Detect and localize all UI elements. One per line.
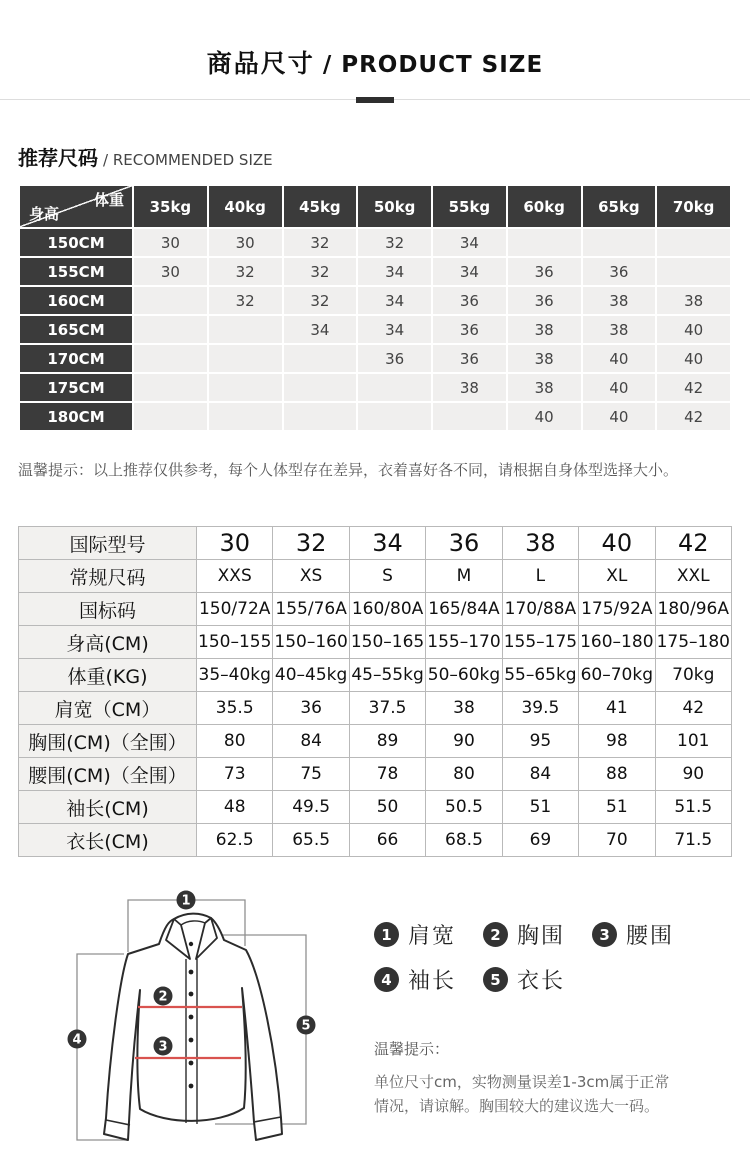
size-value-cell: 34	[358, 316, 431, 343]
legend-row	[374, 964, 701, 995]
size-value-cell: 36	[508, 258, 581, 285]
size-value-cell: 34	[433, 258, 506, 285]
weight-column-header: 45kg	[284, 186, 357, 227]
size-value-cell: 36	[433, 316, 506, 343]
height-row-header: 175CM	[20, 374, 132, 401]
size-detail-cell: S	[349, 560, 425, 593]
badge-length	[297, 1016, 316, 1035]
size-value-cell	[583, 229, 656, 256]
measurement-note	[374, 1037, 701, 1118]
size-detail-cell: 50	[349, 791, 425, 824]
measurement-note-line: 单位尺寸cm，实物测量误差1-3cm属于正常	[374, 1073, 670, 1091]
size-detail-table	[18, 526, 732, 857]
legend-item	[374, 964, 456, 995]
size-value-cell	[284, 345, 357, 372]
weight-column-header: 35kg	[134, 186, 207, 227]
size-detail-cell: 62.5	[197, 824, 273, 857]
size-table-row	[19, 692, 732, 725]
size-detail-cell: 73	[197, 758, 273, 791]
size-value-cell: 40	[508, 403, 581, 430]
size-detail-cell: 84	[273, 725, 349, 758]
size-value-cell: 36	[433, 345, 506, 372]
size-row-label: 胸围(CM)（全围）	[19, 725, 197, 758]
size-detail-cell: 39.5	[502, 692, 578, 725]
size-row-label: 袖长(CM)	[19, 791, 197, 824]
corner-weight-label: 体重	[93, 191, 124, 209]
size-value-cell: 40	[583, 403, 656, 430]
recommend-table-row	[20, 374, 730, 401]
badge-chest	[154, 987, 173, 1006]
size-value-cell: 32	[284, 229, 357, 256]
size-detail-cell: 160–180	[579, 626, 655, 659]
legend-badge-number: 1	[374, 922, 399, 947]
size-detail-cell: 50.5	[426, 791, 502, 824]
corner-height-label: 身高	[29, 205, 60, 223]
size-value-cell: 38	[583, 287, 656, 314]
size-value-cell: 42	[657, 403, 730, 430]
size-detail-cell: 90	[655, 758, 731, 791]
size-detail-cell: 80	[197, 725, 273, 758]
title-divider	[0, 96, 750, 104]
legend-item	[592, 919, 674, 950]
measurement-note-line: 情况，请谅解。胸围较大的建议选大一码。	[374, 1097, 660, 1115]
size-row-label: 衣长(CM)	[19, 824, 197, 857]
page-title-en: / PRODUCT SIZE	[322, 52, 544, 78]
size-value-cell: 38	[433, 374, 506, 401]
size-table-row	[19, 560, 732, 593]
size-detail-cell: 89	[349, 725, 425, 758]
size-row-label: 国际型号	[19, 527, 197, 560]
size-value-cell: 38	[508, 374, 581, 401]
size-detail-cell: XXS	[197, 560, 273, 593]
size-detail-cell: 38	[426, 692, 502, 725]
size-detail-cell: 36	[426, 527, 502, 560]
size-detail-cell: 175/92A	[579, 593, 655, 626]
size-detail-cell: 48	[197, 791, 273, 824]
table-header-row	[20, 186, 730, 227]
badge-sleeve	[68, 1030, 87, 1049]
legend-item-label: 胸围	[517, 924, 566, 949]
size-detail-cell: 38	[502, 527, 578, 560]
size-detail-cell: 42	[655, 527, 731, 560]
size-detail-cell: L	[502, 560, 578, 593]
size-value-cell: 32	[209, 258, 282, 285]
size-detail-cell: 150–165	[349, 626, 425, 659]
size-value-cell: 38	[583, 316, 656, 343]
size-row-label: 肩宽（CM）	[19, 692, 197, 725]
svg-text:3: 3	[158, 1039, 168, 1055]
size-value-cell: 34	[358, 258, 431, 285]
size-value-cell: 42	[657, 374, 730, 401]
recommend-table-row	[20, 287, 730, 314]
size-value-cell	[358, 374, 431, 401]
size-detail-cell: 66	[349, 824, 425, 857]
size-detail-cell: 150–160	[273, 626, 349, 659]
legend-item	[483, 919, 565, 950]
recommend-note: 温馨提示：以上推荐仅供参考，每个人体型存在差异，衣着喜好各不同，请根据自身体型选择大小。	[18, 461, 679, 479]
size-value-cell: 40	[583, 374, 656, 401]
size-value-cell: 34	[284, 316, 357, 343]
size-value-cell	[209, 345, 282, 372]
size-detail-cell: 75	[273, 758, 349, 791]
size-value-cell: 36	[508, 287, 581, 314]
recommended-table-head	[20, 186, 730, 227]
size-value-cell: 34	[358, 287, 431, 314]
size-value-cell: 32	[284, 258, 357, 285]
size-value-cell: 36	[358, 345, 431, 372]
size-detail-cell: 71.5	[655, 824, 731, 857]
size-value-cell: 32	[209, 287, 282, 314]
height-row-header: 150CM	[20, 229, 132, 256]
size-detail-cell: 180/96A	[655, 593, 731, 626]
size-detail-cell: 78	[349, 758, 425, 791]
size-detail-cell: 51.5	[655, 791, 731, 824]
size-value-cell: 30	[209, 229, 282, 256]
svg-text:1: 1	[181, 893, 191, 909]
size-detail-cell: 40–45kg	[273, 659, 349, 692]
legend-item	[483, 964, 565, 995]
height-row-header: 165CM	[20, 316, 132, 343]
size-detail-cell: 42	[655, 692, 731, 725]
size-detail-cell: 65.5	[273, 824, 349, 857]
weight-column-header: 65kg	[583, 186, 656, 227]
size-table-row	[19, 626, 732, 659]
page-header	[0, 0, 750, 104]
size-value-cell: 38	[657, 287, 730, 314]
size-row-label: 常规尺码	[19, 560, 197, 593]
measurement-note-title: 温馨提示：	[374, 1040, 450, 1058]
size-detail-cell: 150/72A	[197, 593, 273, 626]
size-row-label: 腰围(CM)（全围）	[19, 758, 197, 791]
size-detail-cell: 170/88A	[502, 593, 578, 626]
size-detail-cell: 84	[502, 758, 578, 791]
shirt-outline	[104, 914, 282, 1140]
recommended-table-body	[20, 229, 730, 430]
size-value-cell: 38	[508, 345, 581, 372]
size-value-cell	[433, 403, 506, 430]
badge-shoulder	[177, 891, 196, 910]
size-detail-cell: XS	[273, 560, 349, 593]
recommended-size-table	[18, 184, 732, 432]
size-table-row	[19, 758, 732, 791]
weight-column-header: 70kg	[657, 186, 730, 227]
size-value-cell	[134, 345, 207, 372]
size-detail-cell: 70	[579, 824, 655, 857]
recommend-table-row	[20, 229, 730, 256]
page-title-zh: 商品尺寸	[206, 49, 315, 78]
size-value-cell: 30	[134, 258, 207, 285]
size-detail-cell: 34	[349, 527, 425, 560]
size-detail-cell: 95	[502, 725, 578, 758]
size-value-cell	[209, 316, 282, 343]
svg-text:4: 4	[72, 1032, 82, 1048]
size-table-row	[19, 725, 732, 758]
size-table-row	[19, 824, 732, 857]
legend-badge-number: 4	[374, 967, 399, 992]
size-detail-cell: 50–60kg	[426, 659, 502, 692]
size-detail-cell: 160/80A	[349, 593, 425, 626]
size-value-cell: 40	[657, 345, 730, 372]
height-row-header: 180CM	[20, 403, 132, 430]
legend-item-label: 腰围	[626, 924, 675, 949]
size-value-cell: 40	[657, 316, 730, 343]
legend-badge-number: 2	[483, 922, 508, 947]
size-detail-cell: 155/76A	[273, 593, 349, 626]
size-value-cell	[209, 403, 282, 430]
size-value-cell: 36	[583, 258, 656, 285]
size-detail-cell: 35.5	[197, 692, 273, 725]
size-value-cell: 38	[508, 316, 581, 343]
legend-item-label: 袖长	[408, 969, 457, 994]
size-detail-cell: 80	[426, 758, 502, 791]
size-detail-cell: 88	[579, 758, 655, 791]
size-detail-cell: 101	[655, 725, 731, 758]
svg-text:5: 5	[301, 1018, 311, 1034]
size-detail-cell: 155–170	[426, 626, 502, 659]
size-row-label: 体重(KG)	[19, 659, 197, 692]
height-row-header: 155CM	[20, 258, 132, 285]
divider-accent-bar	[356, 97, 394, 103]
size-detail-cell: 175–180	[655, 626, 731, 659]
size-value-cell	[134, 287, 207, 314]
size-detail-table-body	[19, 527, 732, 857]
size-detail-cell: 35–40kg	[197, 659, 273, 692]
size-table-row	[19, 527, 732, 560]
size-detail-cell: M	[426, 560, 502, 593]
legend-badge-number: 3	[592, 922, 617, 947]
measurement-section	[28, 881, 740, 1159]
size-value-cell	[284, 374, 357, 401]
size-value-cell	[134, 374, 207, 401]
size-detail-cell: 51	[579, 791, 655, 824]
size-detail-cell: 51	[502, 791, 578, 824]
size-value-cell: 32	[284, 287, 357, 314]
size-value-cell	[508, 229, 581, 256]
recommend-table-row	[20, 403, 730, 430]
size-detail-cell: 60–70kg	[579, 659, 655, 692]
size-value-cell	[657, 258, 730, 285]
legend-badge-number: 5	[483, 967, 508, 992]
height-row-header: 170CM	[20, 345, 132, 372]
legend-item-label: 衣长	[517, 969, 566, 994]
size-detail-cell: 68.5	[426, 824, 502, 857]
size-value-cell	[284, 403, 357, 430]
recommend-table-row	[20, 345, 730, 372]
size-detail-cell: 69	[502, 824, 578, 857]
size-detail-cell: 55–65kg	[502, 659, 578, 692]
size-detail-cell: 165/84A	[426, 593, 502, 626]
size-value-cell	[134, 316, 207, 343]
size-table-row	[19, 791, 732, 824]
badge-waist	[154, 1037, 173, 1056]
svg-text:2: 2	[158, 989, 168, 1005]
measurement-legend	[374, 919, 701, 995]
weight-column-header: 60kg	[508, 186, 581, 227]
legend-item	[374, 919, 456, 950]
size-value-cell	[134, 403, 207, 430]
size-table-row	[19, 659, 732, 692]
page-title	[0, 0, 750, 80]
size-value-cell: 40	[583, 345, 656, 372]
size-value-cell: 30	[134, 229, 207, 256]
size-row-label: 国标码	[19, 593, 197, 626]
size-detail-cell: XL	[579, 560, 655, 593]
size-detail-cell: 30	[197, 527, 273, 560]
legend-row	[374, 919, 701, 950]
size-detail-cell: 32	[273, 527, 349, 560]
weight-column-header: 50kg	[358, 186, 431, 227]
size-value-cell: 32	[358, 229, 431, 256]
size-detail-cell: 45–55kg	[349, 659, 425, 692]
legend-item-label: 肩宽	[408, 924, 457, 949]
recommended-size-heading	[18, 142, 732, 171]
size-detail-cell: 70kg	[655, 659, 731, 692]
measurement-info-column	[374, 881, 701, 1159]
size-detail-cell: 40	[579, 527, 655, 560]
size-detail-cell: XXL	[655, 560, 731, 593]
size-row-label: 身高(CM)	[19, 626, 197, 659]
weight-column-header: 40kg	[209, 186, 282, 227]
weight-column-header: 55kg	[433, 186, 506, 227]
corner-cell	[20, 186, 132, 227]
size-detail-cell: 49.5	[273, 791, 349, 824]
size-detail-cell: 41	[579, 692, 655, 725]
section-heading-en: / RECOMMENDED SIZE	[103, 151, 273, 169]
recommend-table-row	[20, 258, 730, 285]
size-detail-cell: 155–175	[502, 626, 578, 659]
size-value-cell	[657, 229, 730, 256]
size-value-cell	[358, 403, 431, 430]
size-detail-cell: 90	[426, 725, 502, 758]
size-value-cell: 36	[433, 287, 506, 314]
size-detail-cell: 37.5	[349, 692, 425, 725]
size-detail-cell: 36	[273, 692, 349, 725]
size-detail-cell: 98	[579, 725, 655, 758]
shirt-diagram	[28, 881, 358, 1159]
size-table-row	[19, 593, 732, 626]
size-value-cell: 34	[433, 229, 506, 256]
size-detail-cell: 150–155	[197, 626, 273, 659]
height-row-header: 160CM	[20, 287, 132, 314]
section-heading-zh: 推荐尺码	[18, 146, 98, 170]
recommend-table-row	[20, 316, 730, 343]
size-value-cell	[209, 374, 282, 401]
